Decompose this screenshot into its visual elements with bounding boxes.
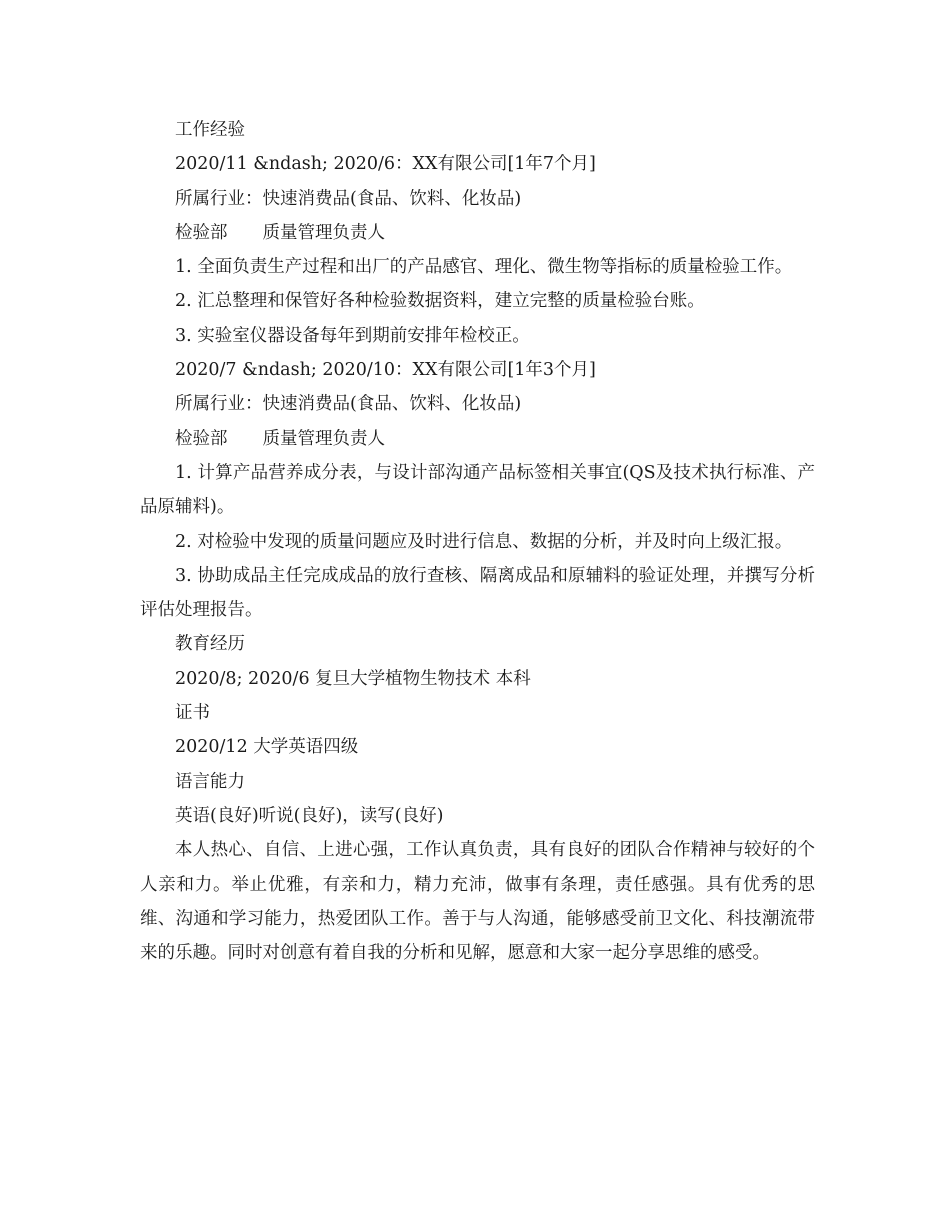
job-1-duty-1: 1. 全面负责生产过程和出厂的产品感官、理化、微生物等指标的质量检验工作。	[175, 257, 793, 278]
education-entry: 2020/8; 2020/6 复旦大学植物生物技术 本科	[175, 668, 531, 689]
section-heading-work-experience: 工作经验	[175, 120, 245, 140]
section-heading-language: 语言能力	[175, 771, 245, 792]
job-1-period-company: 2020/11 &ndash; 2020/6：XX有限公司[1年7个月]	[175, 154, 596, 175]
document-body	[140, 113, 815, 970]
job-1-department-title: 检验部 质量管理负责人	[175, 222, 385, 243]
job-2-period-company: 2020/7 &ndash; 2020/10：XX有限公司[1年3个月]	[175, 360, 596, 381]
job-2-duty-3: 3. 协助成品主任完成成品的放行查核、隔离成品和原辅料的验证处理，并撰写分析评估处理报告。	[140, 565, 815, 621]
job-2-duty-1: 1. 计算产品营养成分表，与设计部沟通产品标签相关事宜(QS及技术执行标准、产品原辅料)。	[140, 462, 815, 518]
section-heading-certificates: 证书	[175, 703, 210, 724]
job-2-department-title: 检验部 质量管理负责人	[175, 428, 385, 449]
language-entry: 英语(良好)听说(良好)，读写(良好)	[175, 805, 444, 826]
section-heading-education: 教育经历	[175, 634, 245, 655]
certificate-entry: 2020/12 大学英语四级	[175, 737, 359, 758]
job-2-industry: 所属行业：快速消费品(食品、饮料、化妆品)	[175, 394, 522, 415]
job-1-duty-3: 3. 实验室仪器设备每年到期前安排年检校正。	[175, 325, 530, 346]
job-1-duty-2: 2. 汇总整理和保管好各种检验数据资料，建立完整的质量检验台账。	[175, 291, 705, 312]
self-evaluation: 本人热心、自信、上进心强，工作认真负责，具有良好的团队合作精神与较好的个人亲和力。举止优雅，有亲和力，精力充沛，做事有条理，责任感强。具有优秀的思维、沟通和学习能力，热爱团队工作。善于与人沟通，能够感受前卫文化、科技潮流带来的乐趣。同时对创意有着自我的分析和见解，愿意和大家一起分享思维的感受。	[140, 840, 815, 964]
job-1-industry: 所属行业：快速消费品(食品、饮料、化妆品)	[175, 188, 522, 209]
job-2-duty-2: 2. 对检验中发现的质量问题应及时进行信息、数据的分析，并及时向上级汇报。	[175, 531, 793, 552]
